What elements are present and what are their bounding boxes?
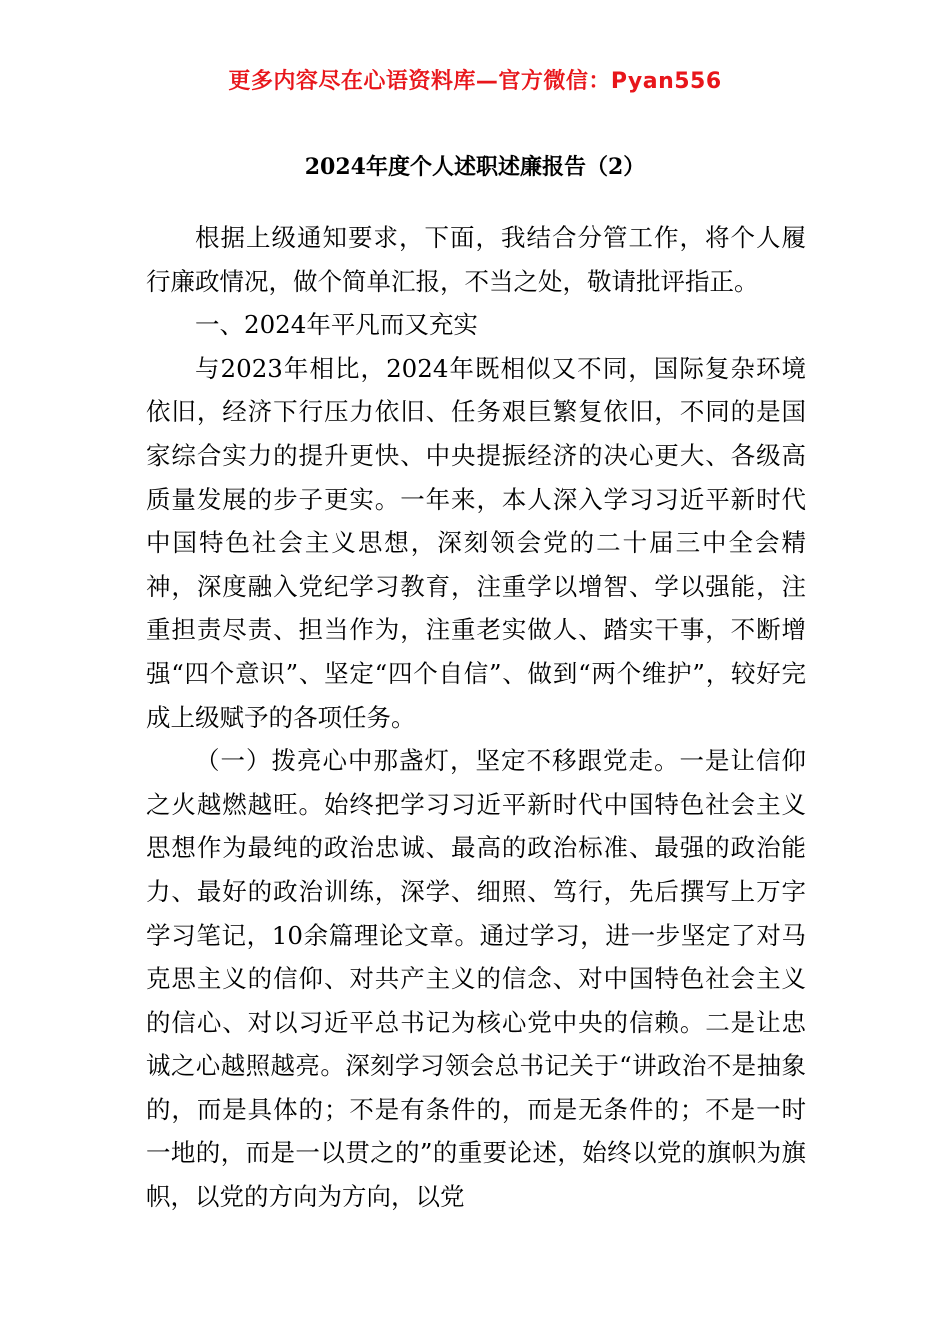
body-paragraph: 与2023年相比，2024年既相似又不同，国际复杂环境依旧，经济下行压力依旧、任务艰巨繁复依旧，不同的是国家综合实力的提升更快、中央提振经济的决心更大、各级高质量发展的步子更实。一年来，本人深入学习习近平新时代中国特色社会主义思想，深刻领会党的二十届三中全会精神，深度融入党纪学习教育，注重学以增智、学以强能，注重担责尽责、担当作为，注重老实做人、踏实干事，不断增强“四个意识”、坚定“四个自信”、做到“两个维护”，较好完成上级赋予的各项任务。 — [146, 353, 806, 732]
body-paragraph: （一）拨亮心中那盏灯，坚定不移跟党走。一是让信仰之火越燃越旺。始终把学习习近平新时代中国特色社会主义思想作为最纯的政治忠诚、最高的政治标准、最强的政治能力、最好的政治训练，深学、细照、笃行，先后撰写上万字学习笔记，10余篇理论文章。通过学习，进一步坚定了对马克思主义的信仰、对共产主义的信念、对中国特色社会主义的信心、对以习近平总书记为核心党中央的信赖。二是让忠诚之心越照越亮。深刻学习领会总书记关于“讲政治不是抽象的，而是具体的；不是有条件的，而是无条件的；不是一时一地的，而是一以贯之的”的重要论述，始终以党的旗帜为旗帜，以党的方向为方向，以党 — [146, 746, 806, 1212]
intro-paragraph: 根据上级通知要求，下面，我结合分管工作，将个人履行廉政情况，做个简单汇报，不当之处，敬请批评指正。 — [146, 223, 806, 296]
section-heading-1: 一、2024年平凡而又充实 — [195, 310, 478, 340]
document-title: 2024年度个人述职述廉报告（2） — [304, 154, 646, 180]
watermark-banner: 更多内容尽在心语资料库—官方微信：Pyan556 — [228, 69, 722, 94]
document-body — [146, 216, 806, 1219]
